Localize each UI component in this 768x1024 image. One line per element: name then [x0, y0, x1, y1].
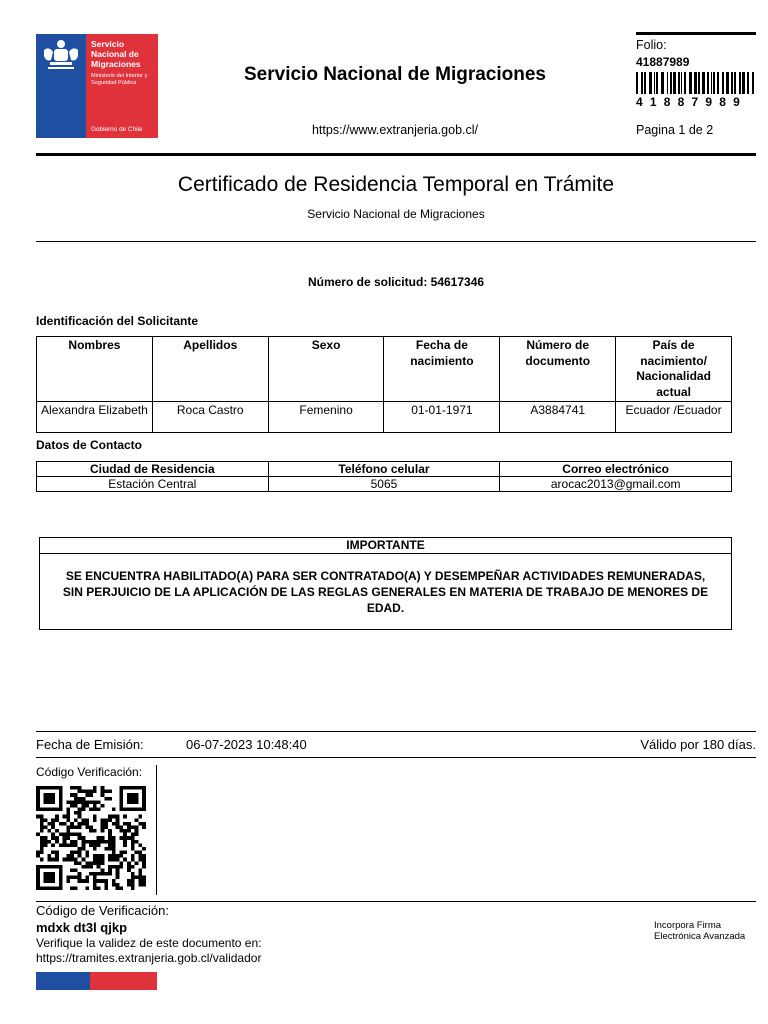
- table-row: [37, 477, 732, 492]
- folio-number: 41887989: [636, 55, 690, 69]
- cell-sexo: Femenino: [268, 402, 384, 433]
- cell-fecha: 01-01-1971: [384, 402, 500, 433]
- qr-label: Código Verificación:: [36, 765, 143, 779]
- gobierno-logo: [36, 34, 158, 138]
- verification-label: Código de Verificación:: [36, 903, 169, 918]
- cell-nombres: Alexandra Elizabeth: [37, 402, 153, 433]
- col-pais: País de nacimiento/ Nacionalidad actual: [616, 337, 732, 402]
- header-title: Servicio Nacional de Migraciones: [244, 64, 546, 85]
- identificacion-table: [36, 336, 732, 433]
- verification-url[interactable]: https://tramites.extranjeria.gob.cl/validador: [36, 951, 262, 965]
- footer-divider-bottom: [36, 901, 756, 902]
- identificacion-heading: Identificación del Solicitante: [36, 314, 199, 328]
- col-sexo: Sexo: [268, 337, 384, 402]
- col-numero-documento: Número de documento: [500, 337, 616, 402]
- cell-documento: A3884741: [500, 402, 616, 433]
- contacto-heading: Datos de Contacto: [36, 438, 143, 452]
- col-apellidos: Apellidos: [152, 337, 268, 402]
- table-row: [37, 402, 732, 433]
- qr-code: [36, 786, 146, 890]
- cell-correo: arocac2013@gmail.com: [500, 477, 732, 492]
- col-ciudad: Ciudad de Residencia: [37, 462, 269, 477]
- folio-top-rule: [636, 32, 756, 35]
- col-telefono: Teléfono celular: [268, 462, 500, 477]
- solicitud-label: Número de solicitud: [307, 275, 424, 289]
- footer-divider-mid: [36, 757, 756, 758]
- barcode: [636, 72, 754, 94]
- document-subtitle: Servicio Nacional de Migraciones: [307, 207, 485, 221]
- emision-label: Fecha de Emisión:: [36, 737, 144, 752]
- solicitud-number: 54617346: [430, 275, 485, 289]
- cell-ciudad: Estación Central: [37, 477, 269, 492]
- verification-instructions: Verifique la validez de este documento en:: [36, 936, 262, 950]
- validity-text: Válido por 180 días.: [640, 737, 756, 752]
- title-divider: [36, 241, 756, 242]
- header-url[interactable]: https://www.extranjeria.gob.cl/: [311, 123, 479, 137]
- folio-label: Folio:: [636, 38, 667, 52]
- barcode-digits: 41887989: [636, 95, 747, 109]
- logo-service-name: Servicio Nacional de Migraciones: [91, 39, 141, 69]
- logo-gobierno: Gobierno de Chile: [91, 126, 143, 133]
- firma-line-2: Electrónica Avanzada: [654, 931, 746, 942]
- logo-ministry: Ministerio del Interior y Seguridad Pública: [91, 73, 148, 86]
- contacto-table: [36, 461, 732, 492]
- emision-value: 06-07-2023 10:48:40: [186, 737, 307, 752]
- solicitud-line: Número de solicitud: 54617346: [307, 275, 485, 289]
- document-title: Certificado de Residencia Temporal en Trámite: [177, 173, 615, 196]
- importante-body: SE ENCUENTRA HABILITADO(A) PARA SER CONTRATADO(A) Y DESEMPEÑAR ACTIVIDADES REMUNERADAS, SIN PERJUICIO DE LA APLICACIÓN DE LAS REGLAS GENERALES EN MATERIA DE TRABAJO DE MENORES DE EDAD.: [62, 569, 709, 615]
- footer-red-bar: [90, 972, 157, 990]
- cell-telefono: 5065: [268, 477, 500, 492]
- page-number: Pagina 1 de 2: [636, 123, 714, 137]
- header-divider: [36, 153, 756, 156]
- footer-blue-bar: [36, 972, 90, 990]
- coat-of-arms-icon: [40, 38, 82, 74]
- cell-pais: Ecuador /Ecuador: [616, 402, 732, 433]
- col-nombres: Nombres: [37, 337, 153, 402]
- col-correo: Correo electrónico: [500, 462, 732, 477]
- col-fecha-nacimiento: Fecha de nacimiento: [384, 337, 500, 402]
- footer-divider-top: [36, 731, 756, 732]
- firma-electronica-note: [654, 920, 764, 942]
- cell-apellidos: Roca Castro: [152, 402, 268, 433]
- importante-heading: IMPORTANTE: [40, 538, 731, 554]
- firma-line-1: Incorpora Firma: [654, 920, 722, 931]
- verification-code: mdxk dt3l qjkp: [36, 920, 128, 935]
- qr-side-rule: [156, 765, 157, 895]
- importante-box: [39, 537, 732, 630]
